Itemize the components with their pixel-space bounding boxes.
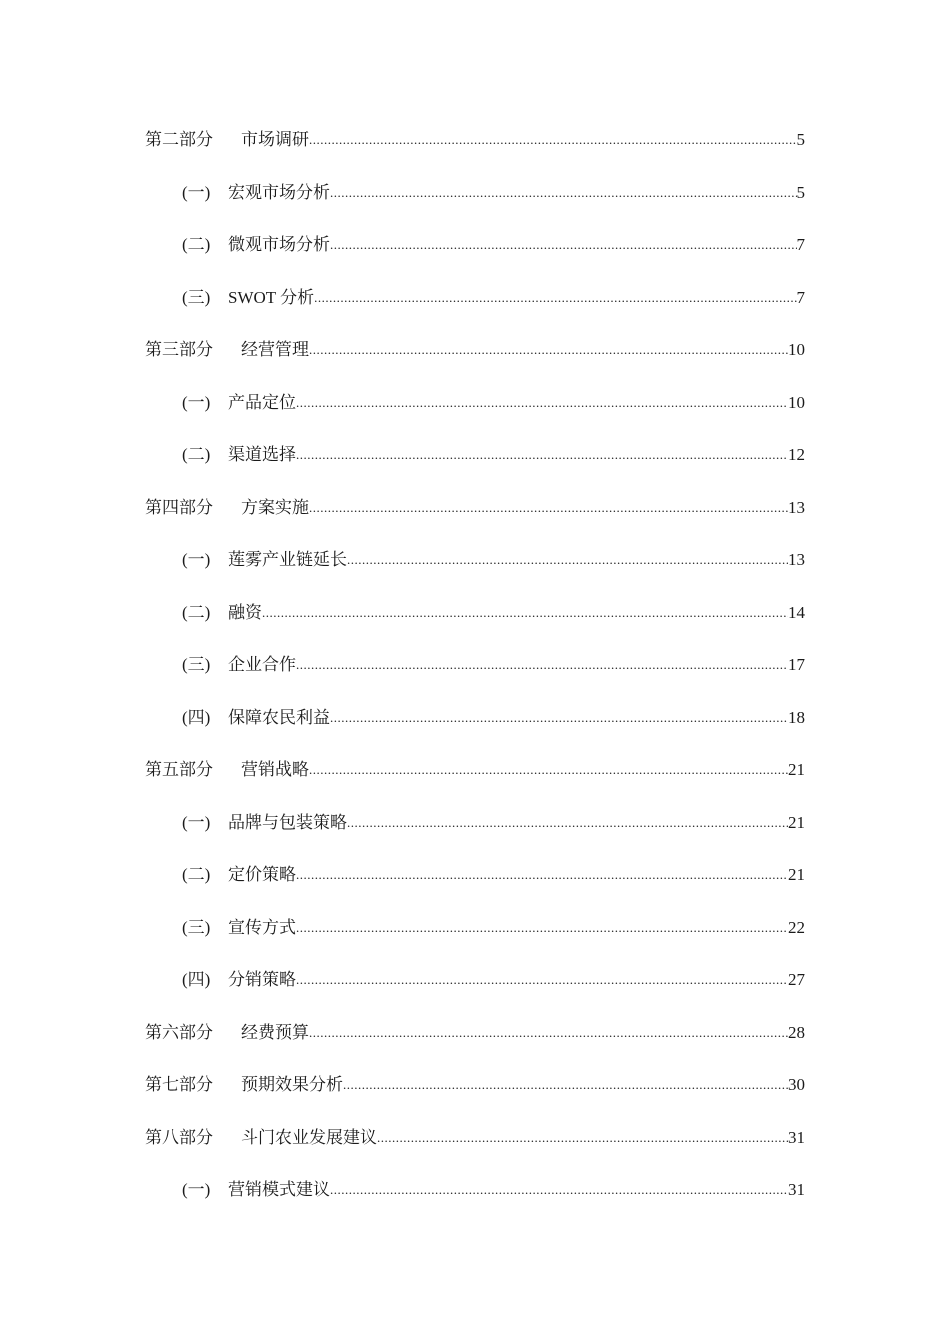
toc-entry-number: 第四部分 — [145, 497, 213, 517]
toc-entry-number: (一) — [182, 812, 211, 832]
toc-entry-title: 经费预算 — [241, 1022, 309, 1042]
toc-entry[interactable] — [0, 1110, 950, 1163]
toc-entry[interactable] — [0, 165, 950, 218]
toc-entry-title: 宣传方式 — [228, 917, 296, 937]
toc-entry-number: (二) — [182, 445, 211, 464]
toc-entry[interactable] — [0, 1162, 950, 1215]
toc-entry-number: (四) — [182, 970, 211, 989]
toc-leader-dots — [377, 1130, 788, 1146]
toc-entry-title: 分销策略 — [228, 970, 296, 989]
toc-entry-page: 28 — [788, 1022, 805, 1042]
toc-entry-page: 7 — [796, 235, 805, 254]
toc-leader-dots — [343, 1077, 788, 1093]
toc-leader-dots — [309, 762, 788, 778]
toc-entry[interactable] — [0, 795, 950, 848]
toc-entry-number: 第三部分 — [145, 340, 213, 359]
toc-leader-dots — [330, 1182, 788, 1198]
toc-entry[interactable] — [0, 217, 950, 270]
toc-entry-page: 31 — [788, 1180, 805, 1199]
toc-leader-dots — [347, 815, 788, 831]
toc-entry-page: 5 — [796, 182, 805, 202]
toc-entry-title: SWOT 分析 — [228, 287, 315, 307]
toc-entry[interactable] — [0, 375, 950, 428]
toc-entry-page: 21 — [788, 760, 805, 779]
toc-entry-number: (四) — [182, 707, 211, 727]
toc-entry[interactable] — [0, 480, 950, 533]
toc-leader-dots — [296, 972, 788, 988]
toc-entry[interactable] — [0, 742, 950, 795]
toc-entry-title: 微观市场分析 — [228, 235, 330, 254]
toc-entry-page: 13 — [788, 550, 805, 569]
toc-leader-dots — [309, 132, 797, 148]
toc-entry-number: 第二部分 — [145, 130, 213, 149]
toc-entry-number: (二) — [182, 235, 211, 254]
toc-leader-dots — [330, 185, 797, 201]
toc-entry-title: 斗门农业发展建议 — [241, 1127, 377, 1147]
toc-entry[interactable] — [0, 1005, 950, 1058]
toc-leader-dots — [296, 395, 788, 411]
toc-entry-number: (一) — [182, 1180, 211, 1199]
toc-leader-dots — [347, 552, 788, 568]
toc-entry-page: 31 — [788, 1127, 805, 1147]
toc-entry-title: 企业合作 — [228, 655, 296, 674]
toc-entry-number: (二) — [182, 865, 211, 884]
toc-entry-page: 21 — [788, 865, 805, 884]
table-of-contents — [0, 112, 950, 1215]
toc-entry[interactable] — [0, 532, 950, 585]
toc-entry-title: 渠道选择 — [228, 445, 296, 464]
toc-leader-dots — [296, 447, 788, 463]
toc-entry-page: 14 — [788, 602, 805, 622]
toc-entry-title: 保障农民利益 — [228, 707, 330, 727]
toc-entry-number: (一) — [182, 182, 211, 202]
toc-entry-title: 产品定位 — [228, 392, 296, 412]
toc-entry-number: (二) — [182, 602, 211, 622]
toc-entry[interactable] — [0, 900, 950, 953]
toc-entry-title: 营销战略 — [241, 760, 309, 779]
toc-entry-title: 方案实施 — [241, 497, 309, 517]
toc-entry[interactable] — [0, 270, 950, 323]
toc-leader-dots — [309, 500, 788, 516]
toc-entry[interactable] — [0, 427, 950, 480]
toc-leader-dots — [296, 920, 788, 936]
toc-entry[interactable] — [0, 322, 950, 375]
toc-entry-page: 30 — [788, 1075, 805, 1094]
toc-entry-page: 10 — [788, 340, 805, 359]
toc-entry-number: (三) — [182, 655, 211, 674]
toc-entry-title: 品牌与包装策略 — [228, 812, 347, 832]
toc-entry-page: 5 — [796, 130, 805, 149]
toc-entry-page: 17 — [788, 655, 805, 674]
toc-entry-page: 7 — [796, 287, 805, 307]
toc-entry-number: 第七部分 — [145, 1075, 213, 1094]
toc-entry-number: 第五部分 — [145, 760, 213, 779]
toc-leader-dots — [330, 710, 788, 726]
toc-entry-number: 第八部分 — [145, 1127, 213, 1147]
toc-entry-number: (三) — [182, 917, 211, 937]
toc-entry-title: 莲雾产业链延长 — [228, 550, 347, 569]
toc-entry[interactable] — [0, 585, 950, 638]
toc-entry-number: (三) — [182, 287, 211, 307]
toc-entry-title: 营销模式建议 — [228, 1180, 330, 1199]
toc-leader-dots — [314, 290, 796, 306]
toc-entry-number: (一) — [182, 550, 211, 569]
toc-entry-page: 22 — [788, 917, 805, 937]
toc-leader-dots — [296, 867, 788, 883]
toc-entry-page: 27 — [788, 970, 805, 989]
toc-entry-number: 第六部分 — [145, 1022, 213, 1042]
toc-leader-dots — [296, 657, 788, 673]
toc-leader-dots — [309, 342, 788, 358]
toc-entry-title: 宏观市场分析 — [228, 182, 330, 202]
toc-entry-title: 融资 — [228, 602, 262, 622]
toc-entry-number: (一) — [182, 392, 211, 412]
toc-entry[interactable] — [0, 112, 950, 165]
toc-entry-page: 21 — [788, 812, 805, 832]
toc-entry[interactable] — [0, 952, 950, 1005]
toc-entry[interactable] — [0, 847, 950, 900]
toc-entry-title: 市场调研 — [241, 130, 309, 149]
toc-entry[interactable] — [0, 690, 950, 743]
toc-entry-title: 定价策略 — [228, 865, 296, 884]
toc-leader-dots — [330, 237, 797, 253]
toc-entry-page: 13 — [788, 497, 805, 517]
toc-entry[interactable] — [0, 1057, 950, 1110]
toc-entry-title: 经营管理 — [241, 340, 309, 359]
toc-entry-page: 10 — [788, 392, 805, 412]
toc-leader-dots — [262, 605, 788, 621]
toc-entry[interactable] — [0, 637, 950, 690]
toc-entry-page: 12 — [788, 445, 805, 464]
toc-entry-title: 预期效果分析 — [241, 1075, 343, 1094]
toc-entry-page: 18 — [788, 707, 805, 727]
toc-leader-dots — [309, 1025, 788, 1041]
